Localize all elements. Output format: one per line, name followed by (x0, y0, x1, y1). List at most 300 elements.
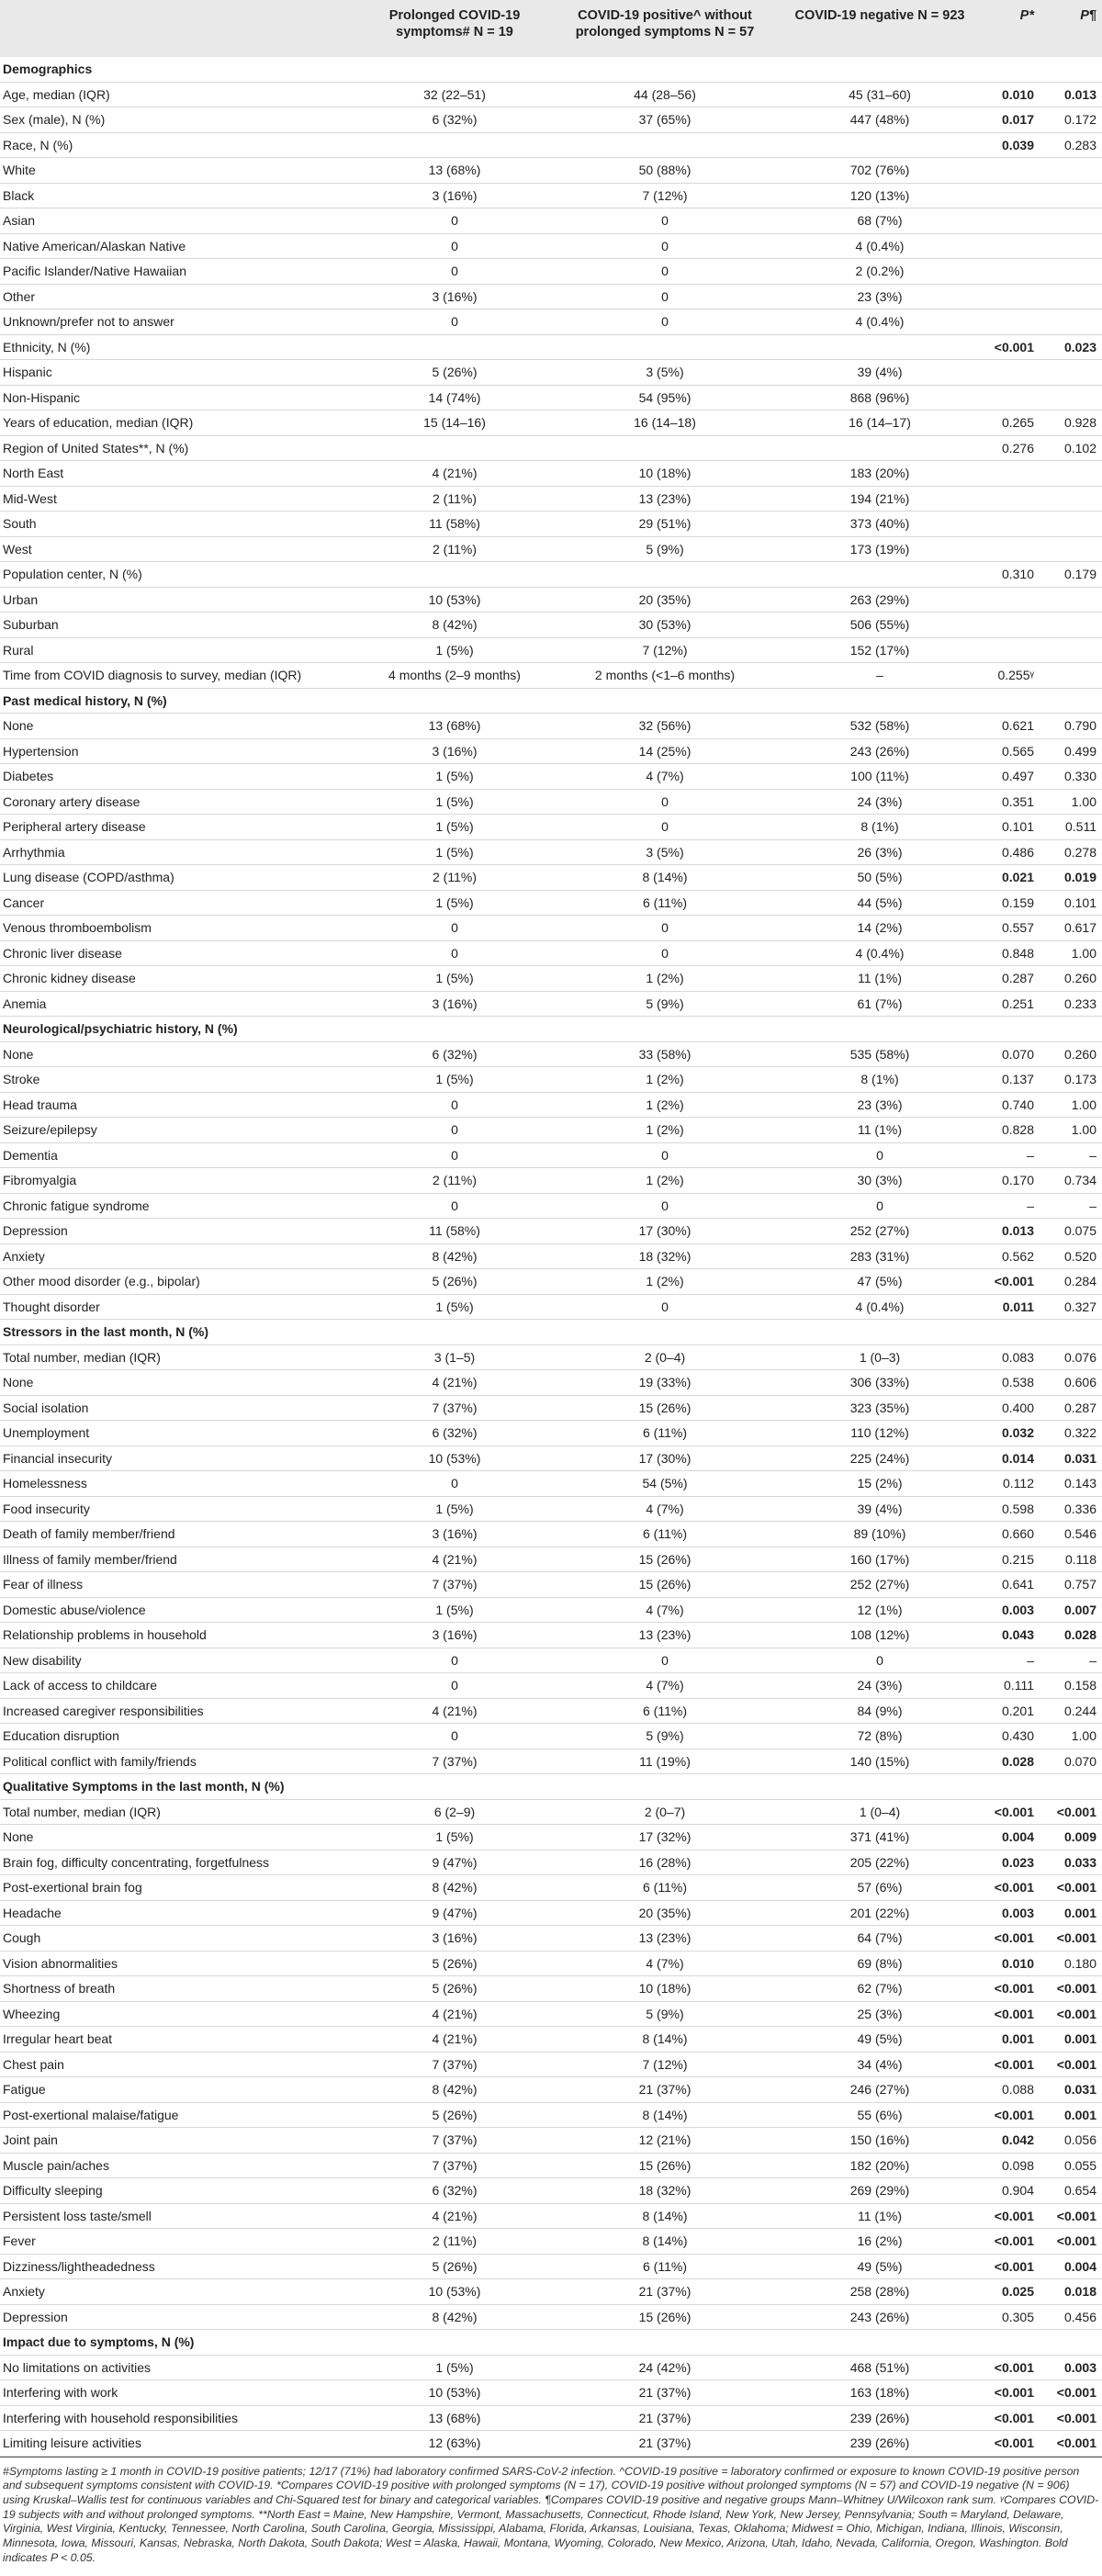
cell-negative: 64 (7%) (783, 1926, 976, 1952)
cell-p-pilcrow (1040, 486, 1102, 512)
table-row (0, 991, 1102, 1017)
cell-p-star: 0.276 (976, 435, 1040, 461)
table-row (0, 1547, 1102, 1572)
cell-variable: Depression (0, 1219, 363, 1244)
cell-negative: 194 (21%) (783, 486, 976, 512)
cell-prolonged: 7 (37%) (363, 1395, 546, 1421)
cell-positive-no-prolonged: 2 months (<1–6 months) (546, 663, 783, 689)
header-prolonged: Prolonged COVID-19 symptoms# N = 19 (363, 0, 546, 57)
cell-variable: Qualitative Symptoms in the last month, N (%) (0, 1774, 363, 1800)
cell-prolonged: 0 (363, 1092, 546, 1118)
cell-p-star: <0.001 (976, 1926, 1040, 1952)
cell-p-star: 0.828 (976, 1118, 1040, 1143)
cell-positive-no-prolonged: 10 (18%) (546, 461, 783, 487)
cell-prolonged: 1 (5%) (363, 1825, 546, 1850)
cell-p-pilcrow (1040, 1774, 1102, 1800)
cell-p-star: 0.111 (976, 1673, 1040, 1699)
cell-prolonged: 3 (1–5) (363, 1344, 546, 1370)
cell-prolonged (363, 562, 546, 588)
cell-p-star: 0.740 (976, 1092, 1040, 1118)
table-row (0, 486, 1102, 512)
cell-p-star (976, 233, 1040, 259)
cell-p-star: <0.001 (976, 2380, 1040, 2406)
table-row (0, 1623, 1102, 1648)
cell-prolonged: 7 (37%) (363, 2128, 546, 2154)
cell-p-star: 0.004 (976, 1825, 1040, 1850)
table-row (0, 1825, 1102, 1850)
cell-positive-no-prolonged: 18 (32%) (546, 2178, 783, 2204)
cell-positive-no-prolonged: 0 (546, 789, 783, 815)
cell-negative: 69 (8%) (783, 1951, 976, 1976)
section-header-row (0, 57, 1102, 82)
table-row (0, 132, 1102, 158)
cell-p-pilcrow: 0.018 (1040, 2279, 1102, 2305)
cell-prolonged: 9 (47%) (363, 1850, 546, 1875)
cell-negative: 252 (27%) (783, 1219, 976, 1244)
cell-negative: 702 (76%) (783, 158, 976, 184)
cell-positive-no-prolonged: 6 (11%) (546, 890, 783, 916)
cell-p-pilcrow: 0.075 (1040, 1219, 1102, 1244)
cell-negative: 34 (4%) (783, 2052, 976, 2077)
cell-negative: 373 (40%) (783, 512, 976, 537)
cell-variable: Difficulty sleeping (0, 2178, 363, 2204)
cell-variable: Post-exertional malaise/fatigue (0, 2102, 363, 2128)
cell-p-pilcrow: 0.734 (1040, 1168, 1102, 1194)
cell-variable: Region of United States**, N (%) (0, 435, 363, 461)
cell-positive-no-prolonged: 21 (37%) (546, 2279, 783, 2305)
cell-variable: Rural (0, 637, 363, 663)
cell-positive-no-prolonged: 13 (23%) (546, 1926, 783, 1952)
cell-p-star (976, 385, 1040, 411)
cell-prolonged: 0 (363, 259, 546, 285)
header-positive-no-prolonged: COVID-19 positive^ without prolonged symptoms N = 57 (546, 0, 783, 57)
cell-prolonged: 3 (16%) (363, 183, 546, 208)
cell-variable: Population center, N (%) (0, 562, 363, 588)
cell-negative: 371 (41%) (783, 1825, 976, 1850)
cell-variable: Other (0, 284, 363, 309)
table-row (0, 916, 1102, 941)
cell-positive-no-prolonged: 1 (2%) (546, 1118, 783, 1143)
section-header-row (0, 2330, 1102, 2356)
cell-variable: None (0, 714, 363, 739)
cell-negative: 152 (17%) (783, 637, 976, 663)
cell-p-pilcrow (1040, 688, 1102, 714)
cell-positive-no-prolonged: 14 (25%) (546, 738, 783, 764)
cell-prolonged: 8 (42%) (363, 613, 546, 638)
cell-p-star: 0.011 (976, 1294, 1040, 1320)
table-row (0, 815, 1102, 840)
cell-variable: Fever (0, 2229, 363, 2255)
cell-p-pilcrow: 0.606 (1040, 1370, 1102, 1396)
cell-positive-no-prolonged: 6 (11%) (546, 1698, 783, 1724)
cell-p-pilcrow: 0.101 (1040, 890, 1102, 916)
cell-p-star: 0.351 (976, 789, 1040, 815)
cell-prolonged: 0 (363, 233, 546, 259)
cell-prolonged: 1 (5%) (363, 815, 546, 840)
cell-prolonged: 7 (37%) (363, 2052, 546, 2077)
cell-prolonged: 10 (53%) (363, 2380, 546, 2406)
table-row (0, 2355, 1102, 2380)
cell-prolonged: 2 (11%) (363, 1168, 546, 1194)
cell-p-star: <0.001 (976, 1269, 1040, 1295)
cell-variable: Non-Hispanic (0, 385, 363, 411)
cell-positive-no-prolonged: 33 (58%) (546, 1041, 783, 1067)
cell-p-pilcrow: 0.260 (1040, 966, 1102, 992)
cell-variable: Fear of illness (0, 1572, 363, 1598)
cell-p-star: 0.003 (976, 1900, 1040, 1926)
table-row (0, 1900, 1102, 1926)
cell-p-star: 0.170 (976, 1168, 1040, 1194)
cell-p-star (976, 284, 1040, 309)
cell-p-pilcrow: <0.001 (1040, 2405, 1102, 2431)
cell-p-pilcrow (1040, 461, 1102, 487)
cell-variable: West (0, 536, 363, 562)
cell-positive-no-prolonged: 5 (9%) (546, 1724, 783, 1749)
cell-prolonged (363, 57, 546, 82)
cell-p-star: <0.001 (976, 2355, 1040, 2380)
table-row (0, 2102, 1102, 2128)
cell-prolonged: 5 (26%) (363, 2254, 546, 2279)
cell-positive-no-prolonged: 0 (546, 940, 783, 966)
cell-variable: Muscle pain/aches (0, 2153, 363, 2178)
cell-variable: Dementia (0, 1142, 363, 1168)
cell-variable: Suburban (0, 613, 363, 638)
cell-prolonged: 2 (11%) (363, 2229, 546, 2255)
cell-p-star: <0.001 (976, 1875, 1040, 1901)
table-row (0, 738, 1102, 764)
cell-positive-no-prolonged (546, 2330, 783, 2356)
cell-positive-no-prolonged: 7 (12%) (546, 183, 783, 208)
table-row (0, 890, 1102, 916)
cell-variable: Sex (male), N (%) (0, 107, 363, 133)
cell-variable: Chronic fatigue syndrome (0, 1193, 363, 1219)
cell-prolonged: 0 (363, 1648, 546, 1673)
header-negative: COVID-19 negative N = 923 (783, 0, 976, 57)
table-row (0, 435, 1102, 461)
cell-variable: Financial insecurity (0, 1445, 363, 1471)
cell-p-star: <0.001 (976, 2254, 1040, 2279)
table-row (0, 1522, 1102, 1547)
cell-positive-no-prolonged: 1 (2%) (546, 1092, 783, 1118)
cell-positive-no-prolonged: 7 (12%) (546, 2052, 783, 2077)
cell-p-pilcrow: <0.001 (1040, 2203, 1102, 2229)
cell-negative: 4 (0.4%) (783, 1294, 976, 1320)
cell-variable: Depression (0, 2304, 363, 2330)
cell-negative: 532 (58%) (783, 714, 976, 739)
cell-positive-no-prolonged: 20 (35%) (546, 1900, 783, 1926)
cell-p-pilcrow: 0.055 (1040, 2153, 1102, 2178)
cell-p-star: 0.043 (976, 1623, 1040, 1648)
cell-negative: 535 (58%) (783, 1041, 976, 1067)
cell-p-star: – (976, 1648, 1040, 1673)
cell-variable: Pacific Islander/Native Hawaiian (0, 259, 363, 285)
cell-prolonged: 1 (5%) (363, 1294, 546, 1320)
cell-variable: Age, median (IQR) (0, 82, 363, 107)
cell-p-pilcrow: 0.023 (1040, 334, 1102, 360)
cell-p-pilcrow: 0.456 (1040, 2304, 1102, 2330)
cell-negative: – (783, 663, 976, 689)
cell-p-pilcrow: 0.019 (1040, 865, 1102, 891)
cell-prolonged: 4 (21%) (363, 461, 546, 487)
cell-p-star (976, 536, 1040, 562)
cell-prolonged: 1 (5%) (363, 764, 546, 790)
cell-p-star (976, 1017, 1040, 1042)
table-row (0, 385, 1102, 411)
cell-positive-no-prolonged: 54 (95%) (546, 385, 783, 411)
cell-negative: 84 (9%) (783, 1698, 976, 1724)
cell-negative: 1 (0–4) (783, 1799, 976, 1825)
cell-p-pilcrow: 0.790 (1040, 714, 1102, 739)
cell-prolonged: 0 (363, 1118, 546, 1143)
cell-p-star: 0.562 (976, 1243, 1040, 1269)
cell-negative: 26 (3%) (783, 839, 976, 865)
cell-variable: Neurological/psychiatric history, N (%) (0, 1017, 363, 1042)
cell-prolonged: 8 (42%) (363, 1243, 546, 1269)
cell-positive-no-prolonged: 1 (2%) (546, 1067, 783, 1093)
cell-p-pilcrow: 0.009 (1040, 1825, 1102, 1850)
cell-negative: 140 (15%) (783, 1749, 976, 1774)
cell-positive-no-prolonged: 15 (26%) (546, 1395, 783, 1421)
cell-prolonged: 6 (2–9) (363, 1799, 546, 1825)
cell-prolonged: 10 (53%) (363, 1445, 546, 1471)
cell-negative: 225 (24%) (783, 1445, 976, 1471)
table-row (0, 1269, 1102, 1295)
table-row (0, 82, 1102, 107)
cell-p-pilcrow: 0.287 (1040, 1395, 1102, 1421)
cell-prolonged (363, 132, 546, 158)
table-row (0, 1799, 1102, 1825)
cell-p-pilcrow (1040, 284, 1102, 309)
cell-negative: 173 (19%) (783, 536, 976, 562)
table-row (0, 2128, 1102, 2154)
cell-p-pilcrow: 0.617 (1040, 916, 1102, 941)
cell-positive-no-prolonged: 11 (19%) (546, 1749, 783, 1774)
cell-variable: Chronic kidney disease (0, 966, 363, 992)
cell-negative: 120 (13%) (783, 183, 976, 208)
cell-p-star (976, 2330, 1040, 2356)
cell-variable: Interfering with work (0, 2380, 363, 2406)
cell-positive-no-prolonged: 6 (11%) (546, 1522, 783, 1547)
cell-p-pilcrow: 0.118 (1040, 1547, 1102, 1572)
cell-variable: Urban (0, 587, 363, 613)
cell-p-star: 0.083 (976, 1344, 1040, 1370)
cell-negative (783, 132, 976, 158)
cell-p-star: 0.039 (976, 132, 1040, 158)
cell-positive-no-prolonged: 0 (546, 916, 783, 941)
table-row (0, 966, 1102, 992)
cell-prolonged: 3 (16%) (363, 991, 546, 1017)
cell-negative (783, 57, 976, 82)
cell-prolonged: 12 (63%) (363, 2431, 546, 2457)
cell-variable: Seizure/epilepsy (0, 1118, 363, 1143)
table-row (0, 1749, 1102, 1774)
cell-positive-no-prolonged (546, 334, 783, 360)
table-row (0, 1572, 1102, 1598)
header-p-star: P* (976, 0, 1040, 57)
cell-positive-no-prolonged: 21 (37%) (546, 2380, 783, 2406)
cell-prolonged: 14 (74%) (363, 385, 546, 411)
cell-p-star (976, 183, 1040, 208)
cell-prolonged: 1 (5%) (363, 789, 546, 815)
cell-negative: 62 (7%) (783, 1976, 976, 2002)
cell-variable: Chronic liver disease (0, 940, 363, 966)
cell-negative (783, 334, 976, 360)
cell-p-pilcrow (1040, 663, 1102, 689)
table-row (0, 1496, 1102, 1522)
cell-variable: None (0, 1825, 363, 1850)
table-row (0, 512, 1102, 537)
cell-variable: Increased caregiver responsibilities (0, 1698, 363, 1724)
cell-variable: Asian (0, 208, 363, 234)
cell-negative: 252 (27%) (783, 1572, 976, 1598)
cell-prolonged: 0 (363, 1673, 546, 1699)
cell-variable: Post-exertional brain fog (0, 1875, 363, 1901)
table-row (0, 411, 1102, 436)
cell-negative: 108 (12%) (783, 1623, 976, 1648)
cell-positive-no-prolonged: 0 (546, 309, 783, 335)
cell-positive-no-prolonged (546, 435, 783, 461)
cell-p-pilcrow: 0.499 (1040, 738, 1102, 764)
cell-prolonged (363, 1320, 546, 1345)
table-row (0, 1951, 1102, 1976)
cell-p-star: 0.098 (976, 2153, 1040, 2178)
cell-negative: 11 (1%) (783, 2203, 976, 2229)
cell-positive-no-prolonged (546, 57, 783, 82)
cell-p-pilcrow: 0.180 (1040, 1951, 1102, 1976)
table-row (0, 637, 1102, 663)
cell-p-pilcrow (1040, 1017, 1102, 1042)
cell-p-star: 0.641 (976, 1572, 1040, 1598)
cell-p-star: 0.848 (976, 940, 1040, 966)
table-row (0, 1698, 1102, 1724)
cell-variable: Chest pain (0, 2052, 363, 2077)
cell-positive-no-prolonged: 5 (9%) (546, 2001, 783, 2027)
cell-negative: 24 (3%) (783, 1673, 976, 1699)
table-row (0, 663, 1102, 689)
cell-negative: 50 (5%) (783, 865, 976, 891)
cell-positive-no-prolonged: 8 (14%) (546, 2229, 783, 2255)
cell-variable: Hispanic (0, 360, 363, 386)
cell-negative: 12 (1%) (783, 1597, 976, 1623)
cell-prolonged: 8 (42%) (363, 1875, 546, 1901)
cell-p-pilcrow: 0.179 (1040, 562, 1102, 588)
cell-negative: 72 (8%) (783, 1724, 976, 1749)
cell-p-pilcrow: <0.001 (1040, 2380, 1102, 2406)
cell-p-pilcrow (1040, 1320, 1102, 1345)
cell-positive-no-prolonged: 15 (26%) (546, 2153, 783, 2178)
cell-p-pilcrow: 0.322 (1040, 1421, 1102, 1446)
cell-p-pilcrow (1040, 2330, 1102, 2356)
table-row (0, 2001, 1102, 2027)
cell-variable: Other mood disorder (e.g., bipolar) (0, 1269, 363, 1295)
table-row (0, 764, 1102, 790)
table-row (0, 587, 1102, 613)
cell-p-star: 0.023 (976, 1850, 1040, 1875)
cell-prolonged: 0 (363, 309, 546, 335)
cell-negative: 11 (1%) (783, 1118, 976, 1143)
cell-prolonged: 4 months (2–9 months) (363, 663, 546, 689)
cell-prolonged: 8 (42%) (363, 2304, 546, 2330)
header-row (0, 0, 1102, 57)
table-row (0, 1294, 1102, 1320)
cell-positive-no-prolonged: 1 (2%) (546, 966, 783, 992)
cell-p-pilcrow: 1.00 (1040, 789, 1102, 815)
cell-prolonged: 15 (14–16) (363, 411, 546, 436)
cell-p-pilcrow: 1.00 (1040, 1724, 1102, 1749)
cell-positive-no-prolonged: 17 (32%) (546, 1825, 783, 1850)
cell-positive-no-prolonged: 16 (28%) (546, 1850, 783, 1875)
table-row (0, 1926, 1102, 1952)
table-row (0, 1395, 1102, 1421)
cell-negative: 246 (27%) (783, 2077, 976, 2103)
cell-positive-no-prolonged: 0 (546, 1294, 783, 1320)
cell-p-star: <0.001 (976, 2102, 1040, 2128)
cell-p-star: 0.400 (976, 1395, 1040, 1421)
cell-p-pilcrow: 0.336 (1040, 1496, 1102, 1522)
cell-positive-no-prolonged: 0 (546, 284, 783, 309)
cell-negative: 23 (3%) (783, 1092, 976, 1118)
cell-p-pilcrow (1040, 57, 1102, 82)
cell-positive-no-prolonged: 4 (7%) (546, 764, 783, 790)
cell-p-pilcrow: 0.004 (1040, 2254, 1102, 2279)
cell-p-star: <0.001 (976, 2203, 1040, 2229)
cell-variable: Coronary artery disease (0, 789, 363, 815)
cell-prolonged: 1 (5%) (363, 1597, 546, 1623)
cell-p-star: 0.565 (976, 738, 1040, 764)
cell-p-pilcrow: 0.143 (1040, 1471, 1102, 1497)
cell-positive-no-prolonged: 13 (23%) (546, 1623, 783, 1648)
cell-variable: Native American/Alaskan Native (0, 233, 363, 259)
cell-variable: Headache (0, 1900, 363, 1926)
cell-variable: Wheezing (0, 2001, 363, 2027)
cell-variable: Vision abnormalities (0, 1951, 363, 1976)
cell-p-pilcrow (1040, 637, 1102, 663)
cell-negative: 24 (3%) (783, 789, 976, 815)
cell-negative: 323 (35%) (783, 1395, 976, 1421)
cell-negative: 39 (4%) (783, 1496, 976, 1522)
cell-p-pilcrow: 0.284 (1040, 1269, 1102, 1295)
cell-negative: 4 (0.4%) (783, 940, 976, 966)
cell-negative: 183 (20%) (783, 461, 976, 487)
cell-prolonged: 1 (5%) (363, 890, 546, 916)
cell-p-pilcrow: 0.076 (1040, 1344, 1102, 1370)
table-row (0, 107, 1102, 133)
cell-prolonged: 4 (21%) (363, 2203, 546, 2229)
cell-p-star: <0.001 (976, 1799, 1040, 1825)
cell-p-star: 0.201 (976, 1698, 1040, 1724)
cell-p-star: <0.001 (976, 2052, 1040, 2077)
table-row (0, 1421, 1102, 1446)
cell-p-star: 0.305 (976, 2304, 1040, 2330)
cell-positive-no-prolonged (546, 1774, 783, 1800)
table-row (0, 1850, 1102, 1875)
cell-variable: Unemployment (0, 1421, 363, 1446)
cell-positive-no-prolonged: 5 (9%) (546, 536, 783, 562)
cell-negative: 89 (10%) (783, 1522, 976, 1547)
cell-positive-no-prolonged: 8 (14%) (546, 2027, 783, 2053)
table-row (0, 2203, 1102, 2229)
cell-p-pilcrow: – (1040, 1142, 1102, 1168)
cell-variable: Shortness of breath (0, 1976, 363, 2002)
cell-prolonged: 11 (58%) (363, 1219, 546, 1244)
cell-negative: 1 (0–3) (783, 1344, 976, 1370)
cell-p-pilcrow: 0.001 (1040, 2102, 1102, 2128)
cell-p-star: 0.010 (976, 82, 1040, 107)
cell-negative: 182 (20%) (783, 2153, 976, 2178)
cell-prolonged: 4 (21%) (363, 2001, 546, 2027)
cell-prolonged: 13 (68%) (363, 158, 546, 184)
table-row (0, 1243, 1102, 1269)
